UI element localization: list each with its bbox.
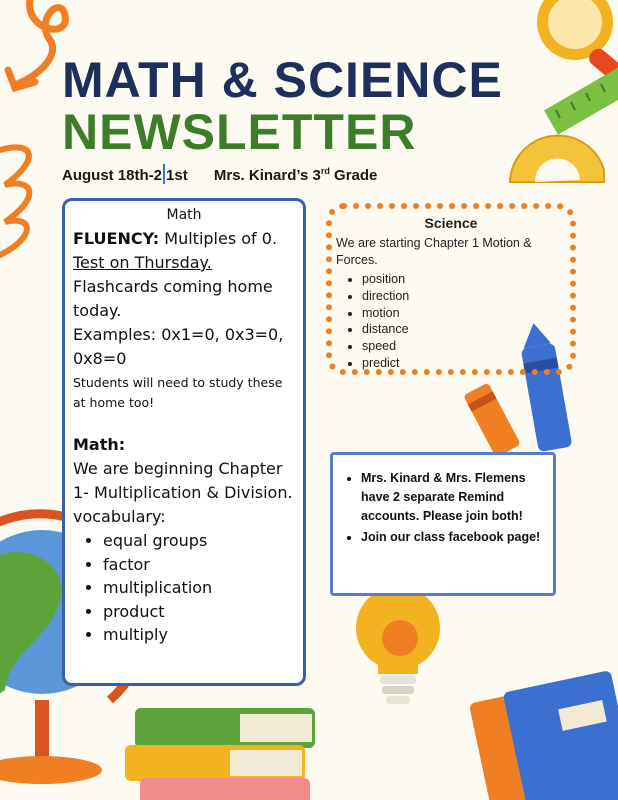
study-note: Students will need to study these at home too! [73, 375, 283, 410]
list-item: • motion [362, 305, 566, 322]
grade-label: Grade [329, 167, 378, 184]
text-cursor-icon [163, 164, 165, 184]
list-item: • factor [103, 553, 295, 577]
protractor-icon [510, 136, 604, 182]
teacher-sup: rd [320, 166, 330, 176]
magnifier-icon [537, 0, 618, 85]
lightbulb-icon [356, 586, 440, 704]
list-item: • distance [362, 321, 566, 338]
list-item: • position [362, 271, 566, 288]
math-section [62, 198, 306, 686]
list-item: • direction [362, 288, 566, 305]
announcements-list [339, 469, 545, 547]
test-note: Test on Thursday. [73, 253, 212, 272]
books-icon [125, 708, 315, 800]
announcements-box [330, 452, 556, 596]
dates-suffix: 1st [166, 167, 188, 184]
title-line-2: NEWSLETTER [62, 104, 417, 160]
vocab-list [73, 529, 295, 647]
ruler-icon [544, 65, 618, 134]
list-item: • multiplication [103, 576, 295, 600]
fluency-line [73, 227, 295, 251]
zigzag-icon [0, 147, 29, 255]
fluency-label: FLUENCY: [73, 229, 160, 248]
chapter-note: We are beginning Chapter 1- Multiplication & Division. [73, 459, 293, 502]
arrow-scribble-icon [8, 0, 65, 88]
science-intro: We are starting Chapter 1 Motion & Forces. [336, 236, 532, 267]
list-item: • multiply [103, 623, 295, 647]
math-subheading: Math: [73, 435, 126, 454]
list-item: • predict [362, 355, 566, 372]
notebook-icon [469, 670, 618, 800]
flashcards-note: Flashcards coming home today. [73, 277, 273, 320]
science-section [326, 203, 576, 375]
science-terms-list [336, 271, 566, 372]
title-line-1: MATH & SCIENCE [62, 52, 503, 108]
vocab-label: vocabulary: [73, 507, 166, 526]
examples-note: Examples: 0x1=0, 0x3=0, 0x8=0 [73, 325, 284, 368]
list-item: • speed [362, 338, 566, 355]
list-item: • Mrs. Kinard & Mrs. Flemens have 2 separate Remind accounts. Please join both! [361, 469, 545, 526]
science-heading: Science [424, 215, 478, 231]
list-item: • product [103, 600, 295, 624]
teacher-name: Mrs. Kinard’s 3 [213, 167, 321, 184]
dates-prefix: August 18th-2 [62, 167, 163, 184]
list-item: • equal groups [103, 529, 295, 553]
list-item: • Join our class facebook page! [361, 528, 545, 547]
math-heading: Math [166, 207, 202, 223]
date-line [62, 164, 377, 184]
fluency-text: Multiples of 0. [159, 229, 278, 248]
